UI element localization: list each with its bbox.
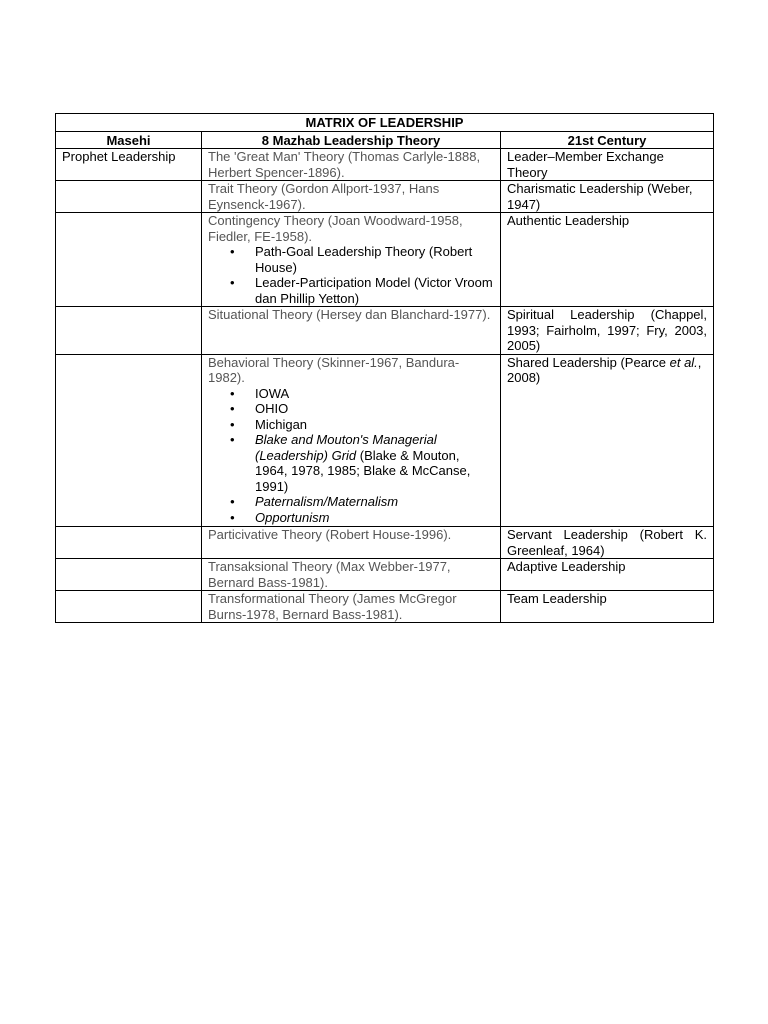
cell-century: Charismatic Leadership (Weber, 1947) — [501, 181, 714, 213]
cell-theory — [202, 213, 501, 307]
cell-theory: Situational Theory (Hersey dan Blanchard-1977). — [202, 307, 501, 355]
cell-theory: The 'Great Man' Theory (Thomas Carlyle-1888, Herbert Spencer-1896). — [202, 149, 501, 181]
cell-theory: Trait Theory (Gordon Allport-1937, Hans Eynsenck-1967). — [202, 181, 501, 213]
header-century: 21st Century — [501, 131, 714, 149]
cell-theory — [202, 354, 501, 527]
cell-masehi — [56, 559, 202, 591]
cell-century: Authentic Leadership — [501, 213, 714, 307]
theory-text: Behavioral Theory (Skinner-1967, Bandura-1982). — [208, 354, 460, 385]
cell-theory: Particivative Theory (Robert House-1996). — [202, 527, 501, 559]
cell-theory: Transformational Theory (James McGregor Burns-1978, Bernard Bass-1981). — [202, 591, 501, 623]
leadership-matrix-table — [55, 113, 714, 623]
table-title: MATRIX OF LEADERSHIP — [56, 114, 714, 132]
table-row — [56, 591, 714, 623]
table-title-row — [56, 114, 714, 132]
cell-century: Team Leadership — [501, 591, 714, 623]
cell-masehi — [56, 527, 202, 559]
cell-century: Servant Leadership (Robert K. Greenleaf, 1964) — [501, 527, 714, 559]
table-row — [56, 149, 714, 181]
grid-italic-text: Blake and Mouton's Managerial (Leadership) Grid — [255, 432, 437, 463]
table-row — [56, 559, 714, 591]
header-theory: 8 Mazhab Leadership Theory — [202, 131, 501, 149]
cell-masehi: Prophet Leadership — [56, 149, 202, 181]
sub-theory-item: • OHIO — [255, 401, 494, 417]
sub-theory-item: • Opportunism — [255, 510, 494, 526]
table-row — [56, 354, 714, 527]
sub-theory-item: • Leader-Participation Model (Victor Vroom dan Phillip Yetton) — [255, 275, 494, 306]
century-text: Shared Leadership (Pearce — [507, 354, 670, 370]
table-row — [56, 527, 714, 559]
cell-masehi — [56, 354, 202, 527]
sub-theory-item: • Paternalism/Maternalism — [255, 494, 494, 510]
theory-text: Contingency Theory (Joan Woodward-1958, Fiedler, FE-1958). — [208, 213, 463, 244]
cell-century: Adaptive Leadership — [501, 559, 714, 591]
table-header-row — [56, 131, 714, 149]
cell-century: Spiritual Leadership (Chappel, 1993; Fairholm, 1997; Fry, 2003, 2005) — [501, 307, 714, 355]
cell-masehi — [56, 181, 202, 213]
table-row — [56, 181, 714, 213]
table-row — [56, 307, 714, 355]
cell-theory: Transaksional Theory (Max Webber-1977, Bernard Bass-1981). — [202, 559, 501, 591]
cell-masehi — [56, 591, 202, 623]
table-row — [56, 213, 714, 307]
century-text-end: , 2008) — [507, 354, 702, 385]
sub-theory-item: • IOWA — [255, 386, 494, 402]
cell-century: Leader–Member Exchange Theory — [501, 149, 714, 181]
cell-century — [501, 354, 714, 527]
header-masehi: Masehi — [56, 131, 202, 149]
sub-theory-item — [255, 432, 494, 494]
sub-theory-list — [208, 386, 494, 526]
sub-theory-list — [208, 244, 494, 306]
sub-theory-item: • Path-Goal Leadership Theory (Robert House) — [255, 244, 494, 275]
cell-masehi — [56, 213, 202, 307]
cell-masehi — [56, 307, 202, 355]
sub-theory-item: • Michigan — [255, 417, 494, 433]
century-italic-text: et al. — [669, 354, 698, 370]
grid-citation-text: (Blake & Mouton, 1964, 1978, 1985; Blake & McCanse, 1991) — [255, 447, 471, 494]
